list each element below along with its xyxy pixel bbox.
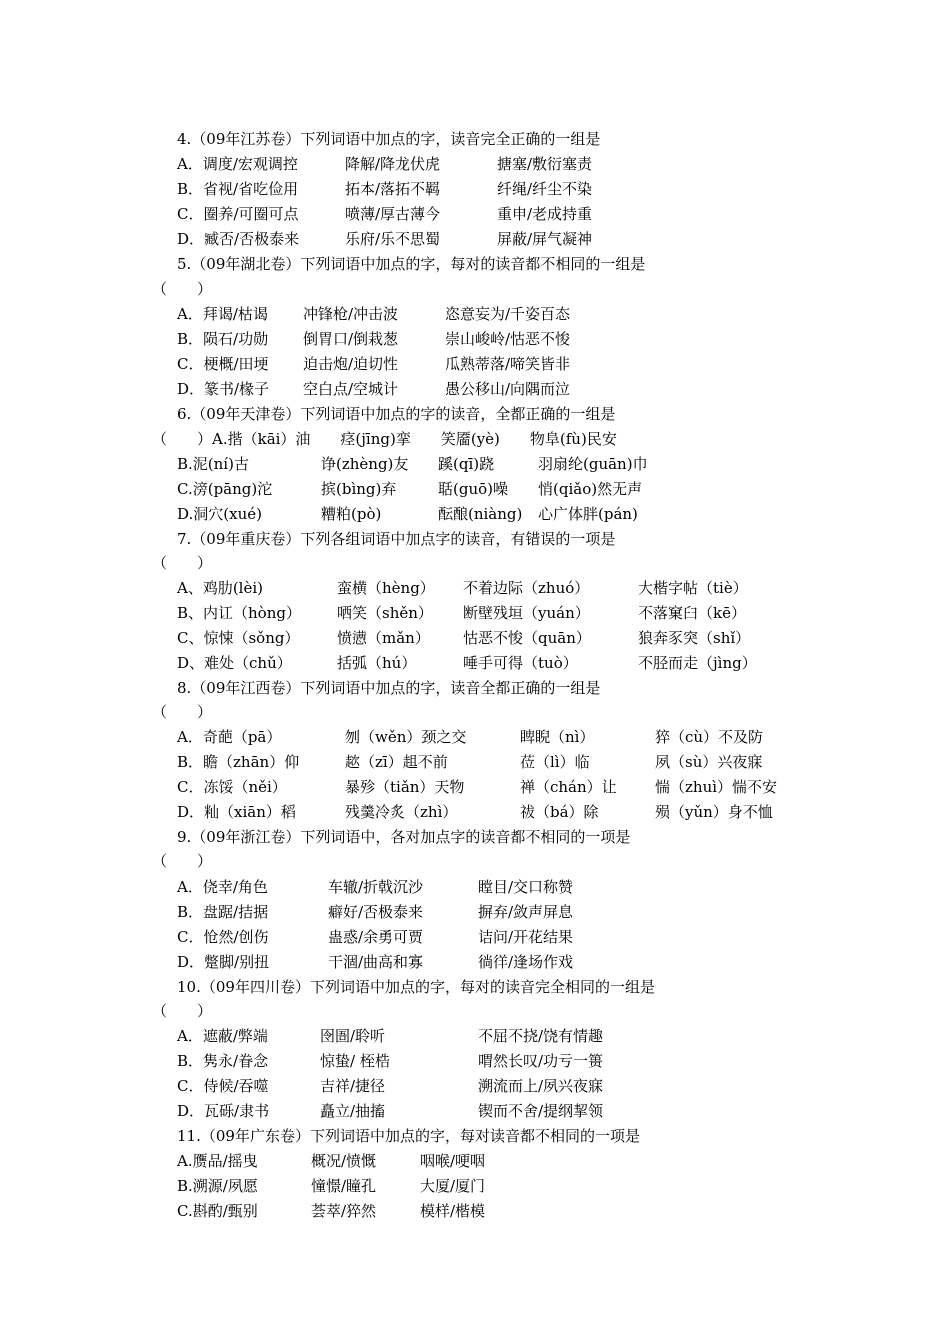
option-item: 吉祥/捷径 (320, 1077, 386, 1095)
option-item: 残羹冷炙（zhì） (345, 803, 458, 821)
option-item: B．瞻（zhān）仰 (177, 753, 300, 771)
option-item: 空白点/空城计 (303, 380, 399, 398)
option-item: 不落窠臼（kē） (638, 604, 746, 622)
option-item: C．梗概/田埂 (177, 355, 269, 373)
option-item: 模样/楷模 (420, 1202, 486, 1220)
option-item: 断壁残垣（yuán） (463, 604, 590, 622)
option-item: B．盘踞/拮据 (177, 903, 269, 921)
option-item: 大楷字帖（tiè） (638, 579, 748, 597)
option-item: 聒(guō)噪 (438, 480, 508, 498)
option-item: 括弧（hú） (337, 654, 417, 672)
option-item: 憧憬/瞳孔 (311, 1177, 377, 1195)
option-item: 惊蛰/ 桎梏 (320, 1052, 390, 1070)
answer-paren: （ ）A.揩（kāi）油 痉(jīng)挛 笑靥(yè) 物阜(fù)民安 (152, 430, 617, 448)
option-item: 大厦/厦门 (420, 1177, 486, 1195)
option-item: A、鸡肋(lèi) (177, 579, 264, 597)
option-item: 酝酿(niàng) (438, 505, 523, 523)
option-item: 瓜熟蒂落/啼笑皆非 (445, 355, 571, 373)
option-item: 瞠目/交口称赞 (478, 878, 574, 896)
option-item: 心广体胖(pán) (538, 505, 638, 523)
option-item: 冲锋枪/冲击波 (303, 305, 399, 323)
option-item: B、内讧（hòng） (177, 604, 301, 622)
option-item: 禅（chán）让 (520, 778, 617, 796)
option-item: C.滂(pāng)沱 (177, 480, 273, 498)
option-item: 不着边际（zhuó） (463, 579, 590, 597)
option-item: 重申/老成持重 (497, 205, 593, 223)
question-stem: 6.（09年天津卷）下列词语中加点的字的读音，全都正确的一组是 (177, 405, 616, 423)
option-item: 荟萃/猝然 (311, 1202, 377, 1220)
option-item: D．篆书/椽子 (177, 380, 270, 398)
option-item: C.斟酌/甄别 (177, 1202, 258, 1220)
option-item: 诘问/开花结果 (478, 928, 574, 946)
question-stem: 11.（09年广东卷）下列词语中加点的字，每对读音都不相同的一项是 (177, 1127, 640, 1145)
option-item: B.泥(ní)古 (177, 455, 249, 473)
option-item: 哂笑（shěn） (337, 604, 433, 622)
option-item: 不胫而走（jìng） (638, 654, 757, 672)
option-item: D．籼（xiān）稻 (177, 803, 296, 821)
option-item: 咽喉/哽咽 (420, 1152, 486, 1170)
option-item: 狼奔豕突（shǐ） (638, 629, 751, 647)
option-item: 趑（zī）趄不前 (345, 753, 448, 771)
option-item: D.洞穴(xué) (177, 505, 262, 523)
option-item: C．圈养/可圈可点 (177, 205, 299, 223)
option-item: 车辙/折戟沉沙 (328, 878, 424, 896)
option-item: A．拜谒/枯谒 (177, 305, 268, 323)
option-item: 迫击炮/迫切性 (303, 355, 399, 373)
option-item: 摒弃/敛声屏息 (478, 903, 574, 921)
answer-paren: （ ） (152, 703, 213, 721)
option-item: A.赝品/摇曳 (177, 1152, 258, 1170)
option-item: 蹊(qī)跷 (438, 455, 495, 473)
option-item: 蛮横（hèng） (337, 579, 435, 597)
option-item: 莅（lì）临 (520, 753, 590, 771)
answer-paren: （ ） (152, 554, 213, 572)
option-item: A．侥幸/角色 (177, 878, 268, 896)
option-item: 怙恶不悛（quān） (463, 629, 591, 647)
option-item: 囹圄/聆听 (320, 1027, 386, 1045)
option-item: 徜徉/逢场作戏 (478, 953, 574, 971)
option-item: 悄(qiǎo)然无声 (538, 480, 643, 498)
option-item: 矗立/抽搐 (320, 1102, 386, 1120)
question-stem: 5.（09年湖北卷）下列词语中加点的字，每对的读音都不相同的一组是 (177, 255, 646, 273)
option-item: A．奇葩（pā） (177, 728, 282, 746)
option-item: 纤绳/纤尘不染 (497, 180, 593, 198)
option-item: 喟然长叹/功亏一篑 (478, 1052, 604, 1070)
answer-paren: （ ） (152, 852, 213, 870)
option-item: 祓（bá）除 (520, 803, 599, 821)
option-item: D．蹩脚/别扭 (177, 953, 270, 971)
option-item: 摈(bìng)弃 (321, 480, 397, 498)
option-item: 恣意妄为/千姿百态 (445, 305, 571, 323)
option-item: 愤懑（mǎn） (337, 629, 430, 647)
option-item: 夙（sù）兴夜寐 (655, 753, 763, 771)
option-item: D．臧否/否极泰来 (177, 230, 300, 248)
option-item: 殒（yǔn）身不恤 (655, 803, 773, 821)
option-item: C．冻馁（něi） (177, 778, 287, 796)
option-item: C、惊悚（sǒng） (177, 629, 300, 647)
option-item: B．陨石/功勋 (177, 330, 269, 348)
question-stem: 4.（09年江苏卷）下列词语中加点的字，读音完全正确的一组是 (177, 130, 601, 148)
option-item: D、难处（chǔ） (177, 654, 292, 672)
option-item: 蛊惑/余勇可贾 (328, 928, 424, 946)
option-item: 癖好/否极泰来 (328, 903, 424, 921)
option-item: 崇山峻岭/怙恶不悛 (445, 330, 571, 348)
option-item: 拓本/落拓不羁 (345, 180, 441, 198)
option-item: 羽扇纶(guān)巾 (538, 455, 648, 473)
option-item: 喷薄/厚古薄今 (345, 205, 441, 223)
question-stem: 9.（09年浙江卷）下列词语中，各对加点字的读音都不相同的一项是 (177, 828, 631, 846)
option-item: 诤(zhèng)友 (321, 455, 409, 473)
option-item: C．侍候/吞噬 (177, 1077, 269, 1095)
option-item: 溯流而上/夙兴夜寐 (478, 1077, 604, 1095)
option-item: 概况/愤慨 (311, 1152, 377, 1170)
option-item: 睥睨（nì） (520, 728, 595, 746)
option-item: 乐府/乐不思蜀 (345, 230, 441, 248)
option-item: D．瓦砾/隶书 (177, 1102, 270, 1120)
option-item: 干涸/曲高和寡 (328, 953, 424, 971)
option-item: 搪塞/敷衍塞责 (497, 155, 593, 173)
question-stem: 8.（09年江西卷）下列词语中加点的字，读音全都正确的一组是 (177, 679, 601, 697)
option-item: 唾手可得（tuò） (463, 654, 578, 672)
option-item: 降解/降龙伏虎 (345, 155, 441, 173)
option-item: 惴（zhuì）惴不安 (655, 778, 778, 796)
option-item: B．省视/省吃俭用 (177, 180, 299, 198)
option-item: 刎（wěn）颈之交 (345, 728, 467, 746)
option-item: 糟粕(pò) (321, 505, 382, 523)
option-item: B.溯源/夙愿 (177, 1177, 258, 1195)
option-item: 屏蔽/屏气凝神 (497, 230, 593, 248)
question-stem: 10.（09年四川卷）下列词语中加点的字，每对的读音完全相同的一组是 (177, 978, 655, 996)
answer-paren: （ ） (152, 1002, 213, 1020)
answer-paren: （ ） (152, 280, 213, 298)
option-item: 倒胃口/倒栽葱 (303, 330, 399, 348)
question-stem: 7.（09年重庆卷）下列各组词语中加点字的读音，有错误的一项是 (177, 530, 616, 548)
option-item: A．遮蔽/弊端 (177, 1027, 268, 1045)
option-item: 锲而不舍/提纲挈领 (478, 1102, 604, 1120)
option-item: 不屈不挠/饶有情趣 (478, 1027, 604, 1045)
option-item: A．调度/宏观调控 (177, 155, 298, 173)
option-item: 愚公移山/向隅而泣 (445, 380, 571, 398)
option-item: B．隽永/眷念 (177, 1052, 269, 1070)
option-item: 猝（cù）不及防 (655, 728, 764, 746)
option-item: 暴殄（tiǎn）天物 (345, 778, 465, 796)
option-item: C．怆然/创伤 (177, 928, 269, 946)
